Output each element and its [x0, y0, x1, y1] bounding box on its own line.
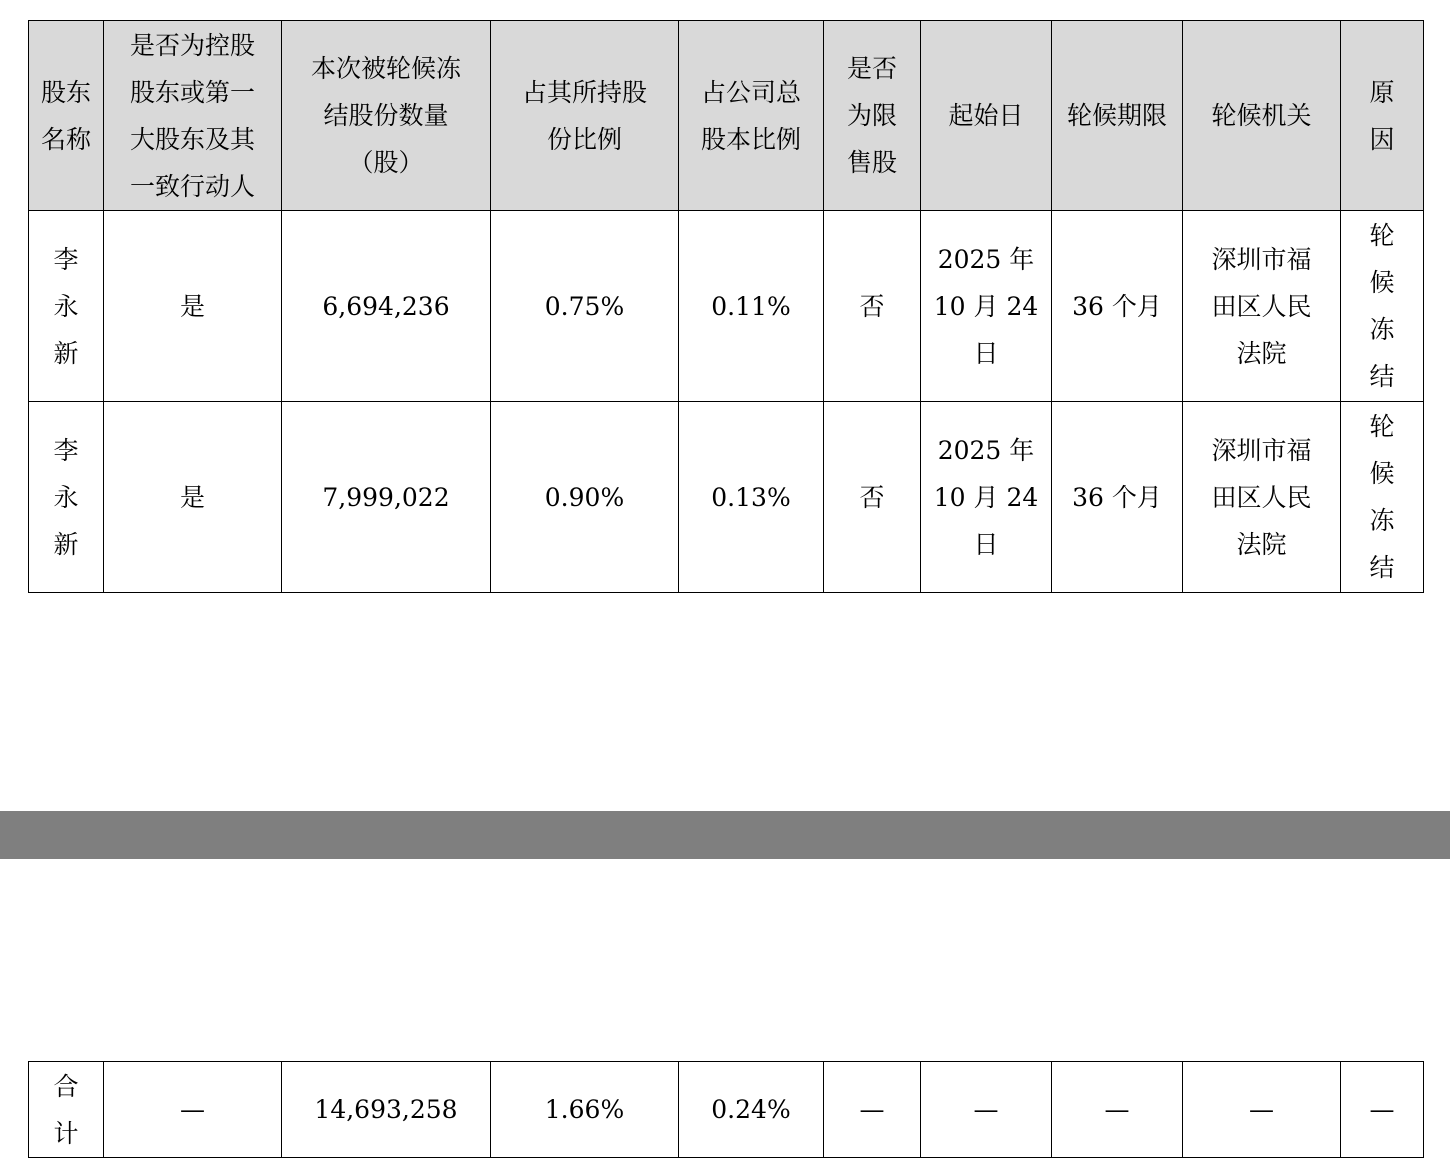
- cell-controlling: 是: [104, 211, 282, 402]
- cell-controlling: 是: [104, 402, 282, 593]
- total-shares: 14,693,258: [282, 1062, 491, 1158]
- total-start-date: —: [921, 1062, 1052, 1158]
- cell-authority: 深圳市福 田区人民 法院: [1183, 211, 1341, 402]
- cell-pct-total: 0.11%: [679, 211, 824, 402]
- header-start-date: 起始日: [921, 21, 1052, 211]
- total-period: —: [1052, 1062, 1183, 1158]
- header-frozen-shares: 本次被轮候冻 结股份数量 （股）: [282, 21, 491, 211]
- cell-shares: 6,694,236: [282, 211, 491, 402]
- table-row: [29, 402, 1424, 593]
- freeze-table: [28, 20, 1424, 593]
- cell-start-date: 2025 年 10 月 24 日: [921, 211, 1052, 402]
- cell-pct-held: 0.90%: [491, 402, 679, 593]
- total-pct-total: 0.24%: [679, 1062, 824, 1158]
- cell-restricted: 否: [824, 402, 921, 593]
- total-table: [28, 1061, 1424, 1158]
- cell-restricted: 否: [824, 211, 921, 402]
- cell-pct-held: 0.75%: [491, 211, 679, 402]
- header-restricted: 是否 为限 售股: [824, 21, 921, 211]
- header-pct-of-total: 占公司总 股本比例: [679, 21, 824, 211]
- header-controlling-shareholder: 是否为控股 股东或第一 大股东及其 一致行动人: [104, 21, 282, 211]
- total-label: 合 计: [29, 1062, 104, 1158]
- cell-start-date: 2025 年 10 月 24 日: [921, 402, 1052, 593]
- cell-reason: 轮 候 冻 结: [1341, 402, 1424, 593]
- header-period: 轮候期限: [1052, 21, 1183, 211]
- page-break-band: [0, 811, 1450, 859]
- cell-pct-total: 0.13%: [679, 402, 824, 593]
- cell-shareholder-name: 李 永 新: [29, 402, 104, 593]
- total-controlling: —: [104, 1062, 282, 1158]
- cell-shares: 7,999,022: [282, 402, 491, 593]
- total-pct-held: 1.66%: [491, 1062, 679, 1158]
- cell-reason: 轮 候 冻 结: [1341, 211, 1424, 402]
- cell-authority: 深圳市福 田区人民 法院: [1183, 402, 1341, 593]
- table-row: [29, 211, 1424, 402]
- header-reason: 原 因: [1341, 21, 1424, 211]
- total-restricted: —: [824, 1062, 921, 1158]
- header-row: [29, 21, 1424, 211]
- cell-period: 36 个月: [1052, 211, 1183, 402]
- cell-shareholder-name: 李 永 新: [29, 211, 104, 402]
- total-authority: —: [1183, 1062, 1341, 1158]
- header-pct-of-holdings: 占其所持股 份比例: [491, 21, 679, 211]
- header-authority: 轮候机关: [1183, 21, 1341, 211]
- cell-period: 36 个月: [1052, 402, 1183, 593]
- total-reason: —: [1341, 1062, 1424, 1158]
- total-row: [29, 1062, 1424, 1158]
- header-shareholder-name: 股东 名称: [29, 21, 104, 211]
